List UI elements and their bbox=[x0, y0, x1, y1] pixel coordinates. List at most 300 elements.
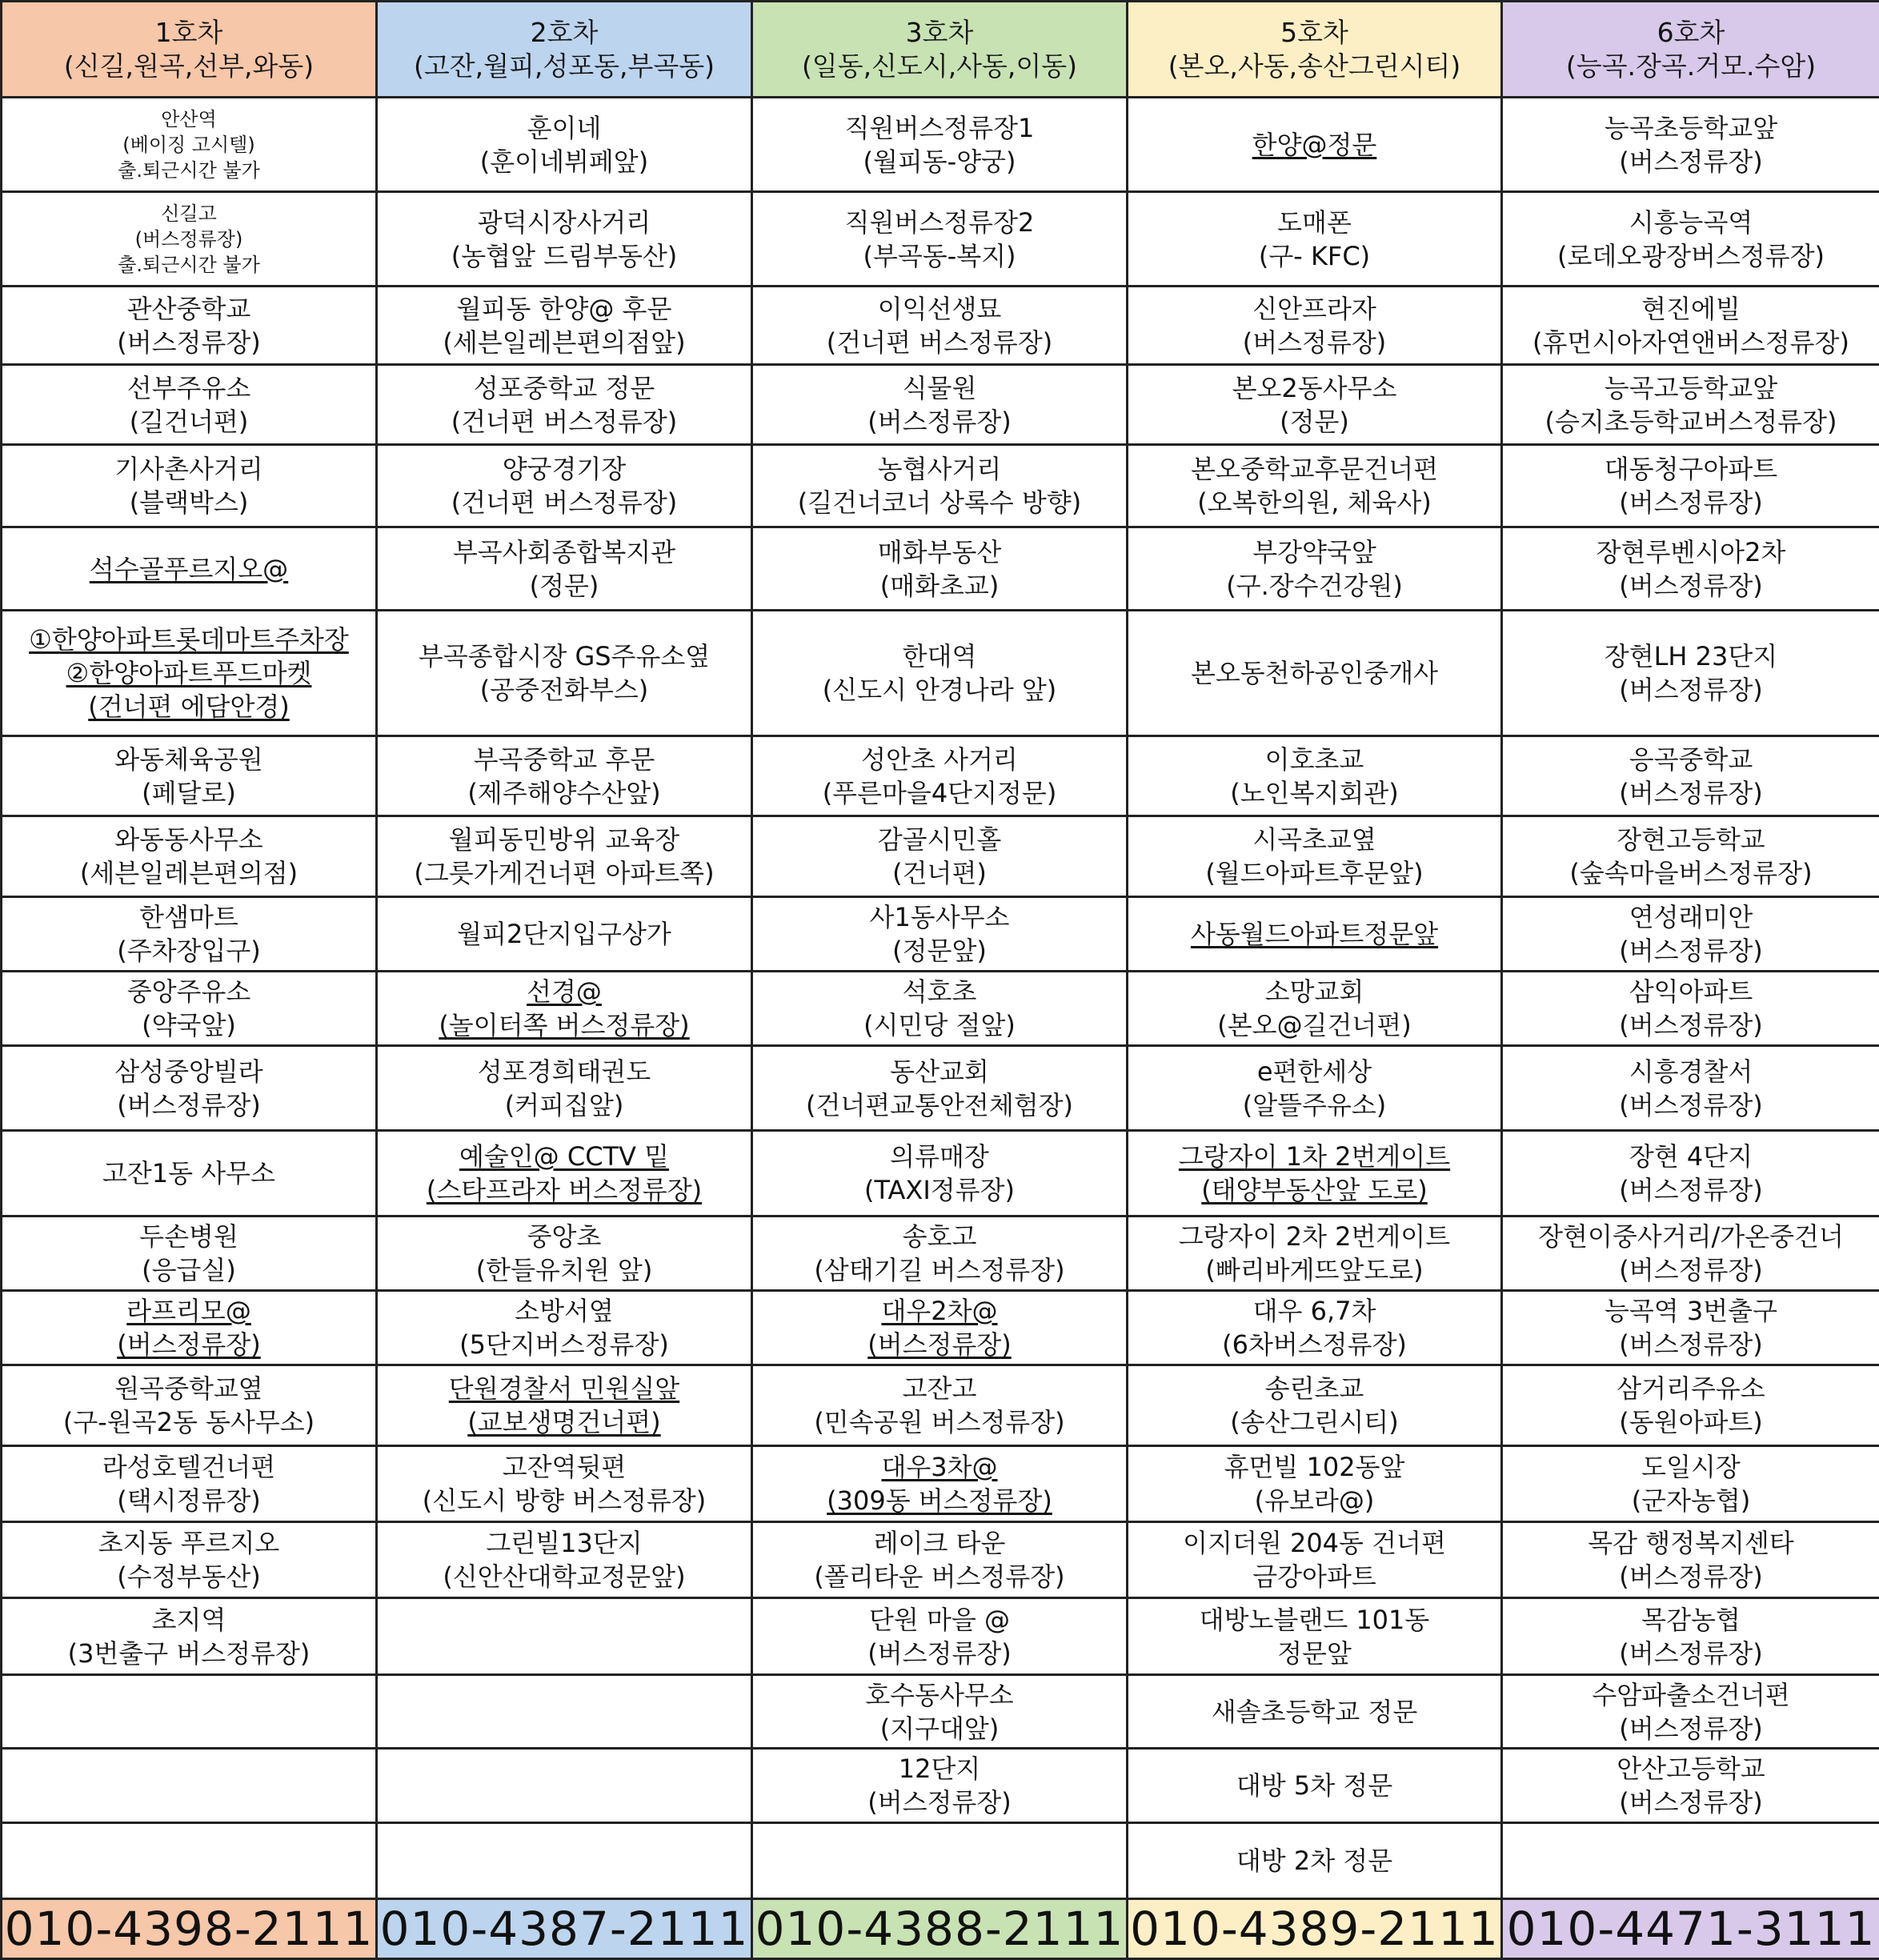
stop-text-line: 신길고 bbox=[6, 201, 372, 226]
stop-text-line: (버스정류장) bbox=[1506, 1328, 1876, 1361]
stop-text-line: (버스정류장) bbox=[1506, 1786, 1876, 1819]
phone-number: 010-4387-2111 bbox=[377, 1899, 752, 1959]
stop-text-line: (버스정류장) bbox=[6, 1088, 372, 1122]
stop-text-line: 대동청구아파트 bbox=[1506, 452, 1876, 486]
bus-stop-cell bbox=[752, 445, 1128, 527]
stop-text-line: (TAXI정류장) bbox=[756, 1173, 1123, 1207]
stop-text-line: 그랑자이 1차 2번게이트 bbox=[1132, 1140, 1497, 1173]
bus-stop-cell bbox=[1502, 98, 1879, 192]
stop-text-line: (알뜰주유소) bbox=[1132, 1088, 1497, 1122]
stop-text-line: 연성래미안 bbox=[1506, 900, 1876, 934]
table-row bbox=[2, 1675, 1879, 1749]
stop-text-line: 선경@ bbox=[381, 975, 747, 1008]
bus-stop-cell bbox=[2, 1749, 377, 1823]
bus-stop-cell bbox=[1128, 98, 1502, 192]
stop-text-line: (길건너코너 상록수 방향) bbox=[756, 486, 1123, 519]
bus-stop-cell bbox=[377, 972, 752, 1046]
bus-stop-cell bbox=[1128, 445, 1502, 527]
stop-text-line: 고잔역뒷편 bbox=[381, 1450, 747, 1484]
stop-text-line: 두손병원 bbox=[6, 1220, 372, 1253]
bus-stop-cell bbox=[377, 1749, 752, 1823]
stop-text-line: (승지초등학교버스정류장) bbox=[1506, 405, 1876, 439]
bus-areas: (본오,사동,송산그린시티) bbox=[1132, 50, 1497, 83]
stop-text-line: 레이크 타운 bbox=[756, 1526, 1123, 1560]
bus-stop-cell bbox=[1502, 1749, 1879, 1823]
bus-stop-cell bbox=[1128, 1365, 1502, 1446]
stop-text-line: (309동 버스정류장) bbox=[756, 1484, 1123, 1517]
bus-stop-cell bbox=[377, 1598, 752, 1675]
phone-number: 010-4398-2111 bbox=[2, 1899, 377, 1959]
table-body bbox=[2, 98, 1879, 1899]
bus-areas: (능곡.장곡.거모.수암) bbox=[1506, 50, 1876, 83]
stop-text-line: (커피집앞) bbox=[381, 1088, 747, 1122]
stop-text-line: 수암파출소건너편 bbox=[1506, 1678, 1876, 1712]
bus-stop-cell bbox=[2, 192, 377, 287]
stop-text-line: 휴먼빌 102동앞 bbox=[1132, 1450, 1497, 1484]
bus-name: 3호차 bbox=[756, 16, 1123, 50]
bus-stop-cell bbox=[377, 192, 752, 287]
stop-text-line: 한샘마트 bbox=[6, 900, 372, 934]
bus-stop-cell bbox=[1502, 1522, 1879, 1598]
stop-text-line: 대방노블랜드 101동 bbox=[1132, 1603, 1497, 1637]
stop-text-line: (월드아파트후문앞) bbox=[1132, 856, 1497, 890]
bus-stop-cell bbox=[752, 365, 1128, 445]
stop-text-line: (베이징 고시텔) bbox=[6, 132, 372, 158]
bus-stop-cell bbox=[1128, 611, 1502, 736]
stop-text-line: 대우 6,7차 bbox=[1132, 1294, 1497, 1328]
stop-text-line: 대우3차@ bbox=[756, 1450, 1123, 1484]
bus-stop-cell bbox=[2, 365, 377, 445]
stop-text-line: (정문) bbox=[1132, 405, 1497, 439]
stop-text-line: (월피동-양궁) bbox=[756, 145, 1123, 178]
stop-text-line: (5단지버스정류장) bbox=[381, 1328, 747, 1361]
stop-text-line: 석수골푸르지오@ bbox=[6, 552, 372, 586]
stop-text-line: (푸른마을4단지정문) bbox=[756, 776, 1123, 810]
stop-text-line: 석호초 bbox=[756, 975, 1123, 1008]
stop-text-line: (건너편 버스정류장) bbox=[756, 326, 1123, 359]
stop-text-line: 이익선생묘 bbox=[756, 292, 1123, 326]
stop-text-line: (놀이터쪽 버스정류장) bbox=[381, 1008, 747, 1042]
stop-text-line: (정문앞) bbox=[756, 934, 1123, 968]
stop-text-line: 시흥경찰서 bbox=[1506, 1055, 1876, 1088]
table-row bbox=[2, 365, 1879, 445]
table-row bbox=[2, 1522, 1879, 1598]
stop-text-line: 한양@정문 bbox=[1132, 128, 1497, 162]
table-header bbox=[2, 2, 1879, 98]
stop-text-line: (버스정류장) bbox=[1506, 934, 1876, 968]
bus-stop-cell bbox=[377, 897, 752, 972]
bus-areas: (일동,신도시,사동,이동) bbox=[756, 50, 1123, 83]
stop-text-line: (노인복지회관) bbox=[1132, 776, 1497, 810]
stop-text-line: (민속공원 버스정류장) bbox=[756, 1405, 1123, 1439]
stop-text-line: (버스정류장) bbox=[1506, 1253, 1876, 1287]
phone-number: 010-4389-2111 bbox=[1128, 1899, 1502, 1959]
bus-stop-cell bbox=[377, 1216, 752, 1291]
bus-stop-cell bbox=[752, 1365, 1128, 1446]
stop-text-line: 본오2동사무소 bbox=[1132, 371, 1497, 405]
stop-text-line: 시흥능곡역 bbox=[1506, 206, 1876, 239]
phone-row bbox=[2, 1899, 1879, 1959]
bus-stop-cell bbox=[377, 611, 752, 736]
stop-text-line: 의류매장 bbox=[756, 1140, 1123, 1173]
stop-text-line: 매화부동산 bbox=[756, 535, 1123, 569]
stop-text-line: 양궁경기장 bbox=[381, 452, 747, 486]
bus-stop-cell bbox=[1128, 1598, 1502, 1675]
stop-text-line: (페달로) bbox=[6, 776, 372, 810]
bus-stop-cell bbox=[2, 287, 377, 365]
stop-text-line: 출.퇴근시간 불가 bbox=[6, 252, 372, 278]
stop-text-line: 대우2차@ bbox=[756, 1294, 1123, 1328]
stop-text-line: (시민당 절앞) bbox=[756, 1008, 1123, 1042]
bus-stop-cell bbox=[1502, 972, 1879, 1046]
stop-text-line: (신도시 방향 버스정류장) bbox=[381, 1484, 747, 1517]
stop-text-line: 능곡역 3번출구 bbox=[1506, 1294, 1876, 1328]
stop-text-line: 새솔초등학교 정문 bbox=[1132, 1695, 1497, 1729]
bus-stop-cell bbox=[2, 1823, 377, 1899]
stop-text-line: 감골시민홀 bbox=[756, 823, 1123, 856]
bus-name: 1호차 bbox=[6, 16, 372, 50]
stop-text-line: (매화초교) bbox=[756, 569, 1123, 603]
bus-stop-cell bbox=[1502, 1675, 1879, 1749]
stop-text-line: 이지더원 204동 건너편 bbox=[1132, 1526, 1497, 1560]
stop-text-line: 소방서옆 bbox=[381, 1294, 747, 1328]
stop-text-line: 출.퇴근시간 불가 bbox=[6, 158, 372, 183]
table-row bbox=[2, 192, 1879, 287]
stop-text-line: 라프리모@ bbox=[6, 1294, 372, 1328]
stop-text-line: (한들유치원 앞) bbox=[381, 1253, 747, 1287]
stop-text-line: 훈이네 bbox=[381, 111, 747, 145]
stop-text-line: 12단지 bbox=[756, 1752, 1123, 1786]
stop-text-line: (버스정류장) bbox=[1506, 776, 1876, 810]
stop-text-line: (버스정류장) bbox=[1506, 486, 1876, 519]
stop-text-line: 도일시장 bbox=[1506, 1450, 1876, 1484]
bus-stop-cell bbox=[1502, 1823, 1879, 1899]
bus-stop-cell bbox=[2, 611, 377, 736]
stop-text-line: 직원버스정류장1 bbox=[756, 111, 1123, 145]
stop-text-line: 장현 4단지 bbox=[1506, 1140, 1876, 1173]
stop-text-line: (지구대앞) bbox=[756, 1712, 1123, 1746]
stop-text-line: (건너편) bbox=[756, 856, 1123, 890]
bus-stop-cell bbox=[1128, 287, 1502, 365]
bus-name: 5호차 bbox=[1132, 16, 1497, 50]
phone-number: 010-4388-2111 bbox=[752, 1899, 1128, 1959]
bus-stop-cell bbox=[752, 1675, 1128, 1749]
bus-stop-cell bbox=[377, 287, 752, 365]
bus-stop-cell bbox=[1502, 527, 1879, 611]
stop-text-line: (수정부동산) bbox=[6, 1560, 372, 1593]
stop-text-line: (6차버스정류장) bbox=[1132, 1328, 1497, 1361]
stop-text-line: 월피동 한양@ 후문 bbox=[381, 292, 747, 326]
bus-name: 2호차 bbox=[381, 16, 747, 50]
stop-text-line: (건너편 에담안경) bbox=[6, 690, 372, 723]
bus-stop-cell bbox=[2, 1522, 377, 1598]
stop-text-line: e편한세상 bbox=[1132, 1055, 1497, 1088]
column-header-bus-2 bbox=[377, 2, 752, 98]
bus-stop-cell bbox=[377, 1522, 752, 1598]
bus-stop-cell bbox=[752, 1216, 1128, 1291]
stop-text-line: 현진에빌 bbox=[1506, 292, 1876, 326]
stop-text-line: 호수동사무소 bbox=[756, 1678, 1123, 1712]
stop-text-line: 본오동천하공인중개사 bbox=[1132, 656, 1497, 690]
table-row bbox=[2, 816, 1879, 897]
stop-text-line: 부곡중학교 후문 bbox=[381, 743, 747, 776]
bus-stop-cell bbox=[1502, 736, 1879, 816]
stop-text-line: 고잔고 bbox=[756, 1372, 1123, 1405]
stop-text-line: (버스정류장) bbox=[756, 1328, 1123, 1361]
bus-stop-cell bbox=[1128, 192, 1502, 287]
bus-stop-cell bbox=[377, 365, 752, 445]
bus-stop-cell bbox=[1502, 365, 1879, 445]
bus-stop-cell bbox=[2, 736, 377, 816]
stop-text-line: 금강아파트 bbox=[1132, 1560, 1497, 1593]
stop-text-line: (훈이네뷔페앞) bbox=[381, 145, 747, 178]
stop-text-line: 삼익아파트 bbox=[1506, 975, 1876, 1008]
stop-text-line: (주차장입구) bbox=[6, 934, 372, 968]
stop-text-line: 사동월드아파트정문앞 bbox=[1132, 917, 1497, 951]
stop-text-line: 응곡중학교 bbox=[1506, 743, 1876, 776]
bus-stop-cell bbox=[1128, 1522, 1502, 1598]
stop-text-line: (군자농협) bbox=[1506, 1484, 1876, 1517]
stop-text-line: (정문) bbox=[381, 569, 747, 603]
table-row bbox=[2, 1365, 1879, 1446]
bus-stop-cell bbox=[2, 972, 377, 1046]
stop-text-line: 송린초교 bbox=[1132, 1372, 1497, 1405]
table-row bbox=[2, 98, 1879, 192]
bus-stop-cell bbox=[752, 1291, 1128, 1365]
stop-text-line: (버스정류장) bbox=[1506, 569, 1876, 603]
column-header-bus-5 bbox=[1502, 2, 1879, 98]
stop-text-line: (건너편교통안전체험장) bbox=[756, 1088, 1123, 1122]
stop-text-line: (폴리타운 버스정류장) bbox=[756, 1560, 1123, 1593]
bus-stop-cell bbox=[1502, 1446, 1879, 1522]
stop-text-line: (버스정류장) bbox=[6, 1328, 372, 1361]
table-row bbox=[2, 1446, 1879, 1522]
bus-areas: (신길,원곡,선부,와동) bbox=[6, 50, 372, 83]
bus-stop-cell bbox=[2, 1131, 377, 1216]
bus-stop-cell bbox=[1128, 1446, 1502, 1522]
stop-text-line: (버스정류장) bbox=[6, 226, 372, 252]
stop-text-line: 신안프라자 bbox=[1132, 292, 1497, 326]
bus-areas: (고잔,월피,성포동,부곡동) bbox=[381, 50, 747, 83]
stop-text-line: 동산교회 bbox=[756, 1055, 1123, 1088]
stop-text-line: 도매폰 bbox=[1132, 206, 1497, 239]
stop-text-line: (스타프라자 버스정류장) bbox=[381, 1173, 747, 1207]
bus-stop-cell bbox=[1128, 736, 1502, 816]
stop-text-line: ①한양아파트롯데마트주차장 bbox=[6, 623, 372, 656]
stop-text-line: 사1동사무소 bbox=[756, 900, 1123, 934]
stop-text-line: 목감농협 bbox=[1506, 1603, 1876, 1637]
stop-text-line: (신도시 안경나라 앞) bbox=[756, 673, 1123, 707]
stop-text-line: 대방 5차 정문 bbox=[1132, 1769, 1497, 1802]
stop-text-line: (숲속마을버스정류장) bbox=[1506, 856, 1876, 890]
stop-text-line: 기사촌사거리 bbox=[6, 452, 372, 486]
bus-stop-cell bbox=[377, 1291, 752, 1365]
bus-stop-cell bbox=[1128, 1749, 1502, 1823]
bus-stop-cell bbox=[2, 445, 377, 527]
stop-text-line: 농협사거리 bbox=[756, 452, 1123, 486]
stop-text-line: (건너편 버스정류장) bbox=[381, 486, 747, 519]
stop-text-line: (버스정류장) bbox=[1506, 1173, 1876, 1207]
stop-text-line: 그랑자이 2차 2번게이트 bbox=[1132, 1220, 1497, 1253]
stop-text-line: (버스정류장) bbox=[1506, 1560, 1876, 1593]
stop-text-line: (빠리바게뜨앞도로) bbox=[1132, 1253, 1497, 1287]
bus-stop-cell bbox=[2, 816, 377, 897]
stop-text-line: (구.장수건강원) bbox=[1132, 569, 1497, 603]
stop-text-line: (블랙박스) bbox=[6, 486, 372, 519]
stop-text-line: 월피2단지입구상가 bbox=[381, 917, 747, 951]
bus-stop-cell bbox=[377, 98, 752, 192]
table-row bbox=[2, 897, 1879, 972]
stop-text-line: 와동체육공원 bbox=[6, 743, 372, 776]
stop-text-line: (버스정류장) bbox=[6, 326, 372, 359]
stop-text-line: 목감 행정복지센타 bbox=[1506, 1526, 1876, 1560]
bus-stop-cell bbox=[752, 897, 1128, 972]
bus-stop-cell bbox=[377, 736, 752, 816]
stop-text-line: 부강약국앞 bbox=[1132, 535, 1497, 569]
bus-stop-cell bbox=[1502, 1216, 1879, 1291]
bus-name: 6호차 bbox=[1506, 16, 1876, 50]
stop-text-line: (신안산대학교정문앞) bbox=[381, 1560, 747, 1593]
table-row bbox=[2, 1823, 1879, 1899]
stop-text-line: (로데오광장버스정류장) bbox=[1506, 239, 1876, 273]
bus-stop-cell bbox=[2, 1291, 377, 1365]
stop-text-line: 초지동 푸르지오 bbox=[6, 1526, 372, 1560]
stop-text-line: (버스정류장) bbox=[1506, 1008, 1876, 1042]
table-row bbox=[2, 1046, 1879, 1131]
bus-stop-cell bbox=[1502, 1131, 1879, 1216]
stop-text-line: 중앙초 bbox=[381, 1220, 747, 1253]
bus-stop-cell bbox=[2, 1675, 377, 1749]
stop-text-line: (농협앞 드림부동산) bbox=[381, 239, 747, 273]
stop-text-line: 능곡고등학교앞 bbox=[1506, 371, 1876, 405]
stop-text-line: 부곡종합시장 GS주유소옆 bbox=[381, 639, 747, 673]
stop-text-line: 정문앞 bbox=[1132, 1637, 1497, 1670]
bus-stop-cell bbox=[752, 611, 1128, 736]
bus-stop-cell bbox=[1128, 1291, 1502, 1365]
stop-text-line: (구-원곡2동 동사무소) bbox=[6, 1405, 372, 1439]
bus-stop-cell bbox=[1502, 445, 1879, 527]
stop-text-line: 선부주유소 bbox=[6, 371, 372, 405]
stop-text-line: (길건너편) bbox=[6, 405, 372, 439]
stop-text-line: (약국앞) bbox=[6, 1008, 372, 1042]
bus-stop-cell bbox=[752, 736, 1128, 816]
bus-stop-cell bbox=[377, 527, 752, 611]
stop-text-line: (삼태기길 버스정류장) bbox=[756, 1253, 1123, 1287]
bus-stop-cell bbox=[1128, 1675, 1502, 1749]
bus-stop-cell bbox=[1502, 897, 1879, 972]
bus-stop-cell bbox=[1128, 1131, 1502, 1216]
bus-stop-cell bbox=[2, 1216, 377, 1291]
bus-stop-cell bbox=[1502, 1291, 1879, 1365]
stop-text-line: (본오@길건너편) bbox=[1132, 1008, 1497, 1042]
stop-text-line: 관산중학교 bbox=[6, 292, 372, 326]
bus-stop-cell bbox=[752, 1522, 1128, 1598]
stop-text-line: (부곡동-복지) bbox=[756, 239, 1123, 273]
bus-stop-cell bbox=[1502, 1046, 1879, 1131]
column-header-bus-1 bbox=[2, 2, 377, 98]
bus-stop-cell bbox=[1128, 1046, 1502, 1131]
phone-number: 010-4471-3111 bbox=[1502, 1899, 1879, 1959]
stop-text-line: 성포중학교 정문 bbox=[381, 371, 747, 405]
stop-text-line: 광덕시장사거리 bbox=[381, 206, 747, 239]
stop-text-line: (버스정류장) bbox=[1506, 1712, 1876, 1746]
bus-stop-cell bbox=[2, 1046, 377, 1131]
bus-stop-cell bbox=[2, 1365, 377, 1446]
stop-text-line: 삼거리주유소 bbox=[1506, 1372, 1876, 1405]
bus-stop-cell bbox=[1128, 365, 1502, 445]
stop-text-line: (동원아파트) bbox=[1506, 1405, 1876, 1439]
column-header-bus-3 bbox=[752, 2, 1128, 98]
stop-text-line: (세븐일레븐편의점) bbox=[6, 856, 372, 890]
bus-stop-cell bbox=[752, 816, 1128, 897]
table-row bbox=[2, 527, 1879, 611]
bus-stop-cell bbox=[1128, 1823, 1502, 1899]
stop-text-line: 예술인@ CCTV 밑 bbox=[381, 1140, 747, 1173]
stop-text-line: 중앙주유소 bbox=[6, 975, 372, 1008]
table-row bbox=[2, 287, 1879, 365]
stop-text-line: (건너편 버스정류장) bbox=[381, 405, 747, 439]
table-row bbox=[2, 1216, 1879, 1291]
stop-text-line: (그릇가게건너편 아파트쪽) bbox=[381, 856, 747, 890]
stop-text-line: 이호초교 bbox=[1132, 743, 1497, 776]
table-row bbox=[2, 1749, 1879, 1823]
bus-stop-cell bbox=[752, 1131, 1128, 1216]
bus-stop-cell bbox=[1128, 897, 1502, 972]
bus-stop-cell bbox=[2, 1598, 377, 1675]
table-row bbox=[2, 736, 1879, 816]
bus-stop-cell bbox=[1502, 1365, 1879, 1446]
bus-stop-cell bbox=[2, 1446, 377, 1522]
bus-stop-cell bbox=[377, 1131, 752, 1216]
stop-text-line: (버스정류장) bbox=[756, 405, 1123, 439]
stop-text-line: (버스정류장) bbox=[1506, 145, 1876, 178]
bus-stop-cell bbox=[752, 1823, 1128, 1899]
stop-text-line: (휴먼시아자연앤버스정류장) bbox=[1506, 326, 1876, 359]
stop-text-line: (태양부동산앞 도로) bbox=[1132, 1173, 1497, 1207]
bus-stop-cell bbox=[377, 445, 752, 527]
bus-stop-cell bbox=[377, 1046, 752, 1131]
stop-text-line: (세븐일레븐편의점앞) bbox=[381, 326, 747, 359]
stop-text-line: (버스정류장) bbox=[1132, 326, 1497, 359]
bus-stop-cell bbox=[1502, 287, 1879, 365]
stop-text-line: 송호고 bbox=[756, 1220, 1123, 1253]
table-row bbox=[2, 1131, 1879, 1216]
stop-text-line: (응급실) bbox=[6, 1253, 372, 1287]
stop-text-line: (구- KFC) bbox=[1132, 239, 1497, 273]
stop-text-line: 원곡중학교옆 bbox=[6, 1372, 372, 1405]
stop-text-line: (버스정류장) bbox=[1506, 1637, 1876, 1670]
bus-stop-cell bbox=[752, 1046, 1128, 1131]
stop-text-line: (유보라@) bbox=[1132, 1484, 1497, 1517]
stop-text-line: 장현고등학교 bbox=[1506, 823, 1876, 856]
bus-stop-cell bbox=[1502, 1598, 1879, 1675]
bus-stop-cell bbox=[1502, 611, 1879, 736]
bus-stop-cell bbox=[752, 527, 1128, 611]
stop-text-line: (오복한의원, 체육사) bbox=[1132, 486, 1497, 519]
stop-text-line: (택시정류장) bbox=[6, 1484, 372, 1517]
stop-text-line: 대방 2차 정문 bbox=[1132, 1844, 1497, 1878]
stop-text-line: (제주해양수산앞) bbox=[381, 776, 747, 810]
stop-text-line: 라성호텔건너편 bbox=[6, 1450, 372, 1484]
bus-stop-cell bbox=[377, 1675, 752, 1749]
stop-text-line: (3번출구 버스정류장) bbox=[6, 1637, 372, 1670]
stop-text-line: (버스정류장) bbox=[756, 1786, 1123, 1819]
stop-text-line: 한대역 bbox=[756, 639, 1123, 673]
bus-stop-cell bbox=[1128, 527, 1502, 611]
bus-stop-cell bbox=[2, 98, 377, 192]
bus-stop-cell bbox=[752, 98, 1128, 192]
bus-stop-cell bbox=[752, 287, 1128, 365]
